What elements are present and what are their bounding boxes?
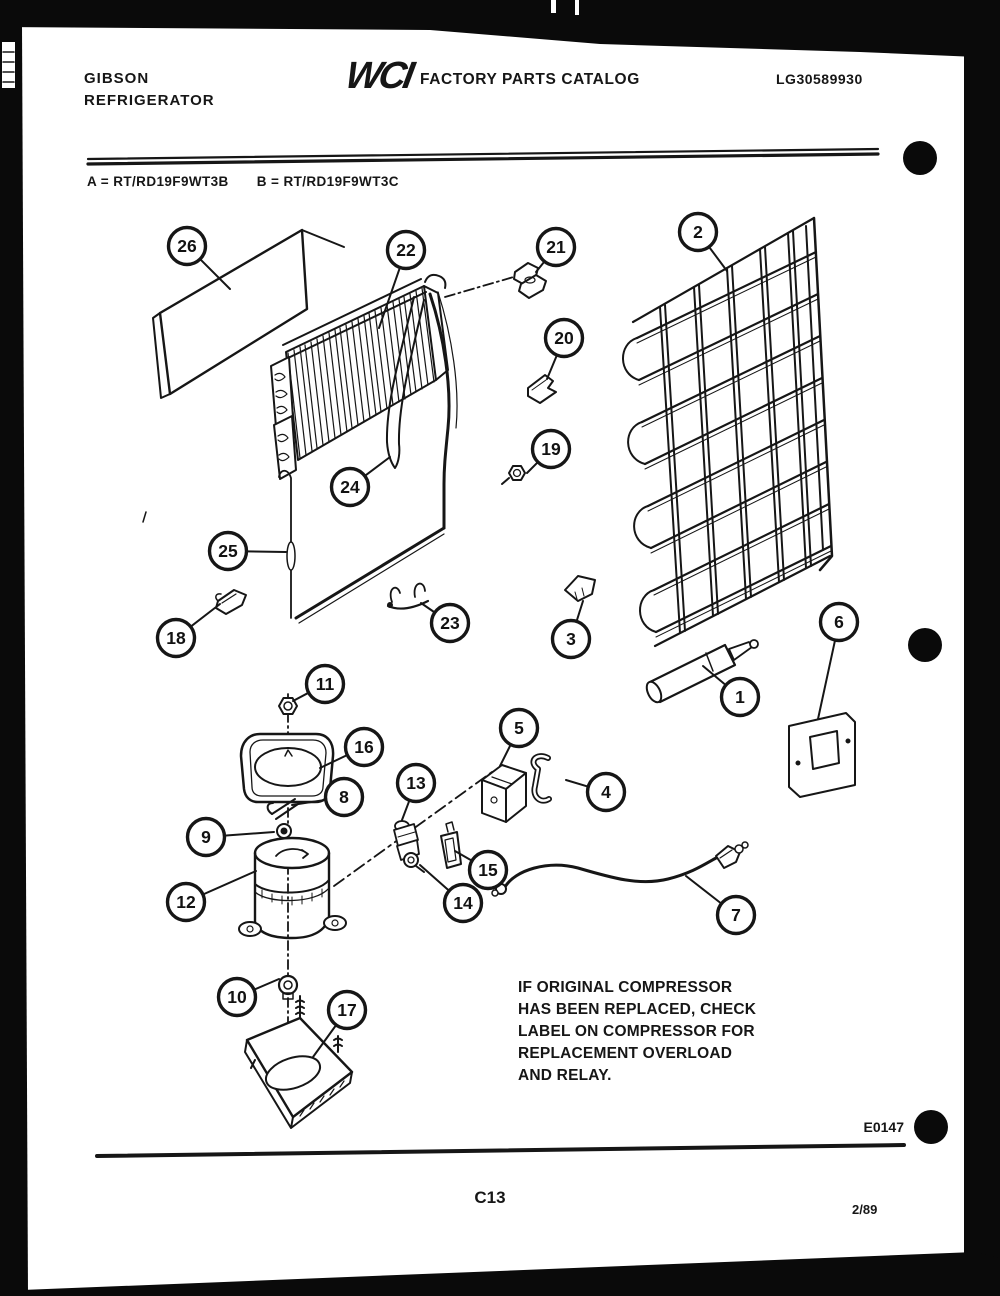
- svg-text:26: 26: [177, 236, 197, 256]
- model-b: B = RT/RD19F9WT3C: [256, 174, 399, 189]
- callout-4: [588, 774, 625, 811]
- bail-clip: [533, 756, 549, 800]
- clip-3: [565, 576, 595, 601]
- svg-text:23: 23: [440, 613, 460, 633]
- note-line: HAS BEEN REPLACED, CHECK: [518, 1001, 757, 1018]
- wci-logo: WCI: [342, 55, 415, 97]
- callout-26: [169, 228, 206, 265]
- callout-leader-19: [527, 462, 538, 473]
- registration-dots: [903, 141, 948, 1144]
- svg-text:25: 25: [218, 541, 238, 561]
- callout-10: [219, 979, 256, 1016]
- clamp-21: [514, 263, 546, 298]
- svg-text:18: 18: [166, 628, 186, 648]
- callout-15: [470, 852, 507, 889]
- callout-20: [546, 320, 583, 357]
- clip-20: [528, 375, 556, 403]
- callout-1: [722, 679, 759, 716]
- note-line: LABEL ON COMPRESSOR FOR: [518, 1023, 755, 1040]
- callout-9: [188, 819, 225, 856]
- callout-21: [538, 229, 575, 266]
- catalog-number: LG30589930: [776, 71, 863, 87]
- model-a: A = RT/RD19F9WT3B: [87, 174, 229, 189]
- svg-text:15: 15: [478, 860, 498, 880]
- svg-text:12: 12: [176, 892, 196, 912]
- callout-11: [307, 666, 344, 703]
- svg-text:10: 10: [227, 987, 247, 1007]
- compressor: [239, 838, 346, 938]
- scan-border-right: [964, 6, 1000, 1270]
- wire-harness: [492, 842, 748, 896]
- svg-text:20: 20: [554, 328, 574, 348]
- svg-text:17: 17: [337, 1000, 357, 1020]
- grommet-14: [404, 853, 424, 872]
- svg-text:24: 24: [340, 477, 360, 497]
- header-divider: [88, 149, 878, 164]
- svg-text:19: 19: [541, 439, 561, 459]
- callout-leader-3: [577, 601, 583, 621]
- note-line: AND RELAY.: [518, 1067, 612, 1084]
- callout-12: [168, 884, 205, 921]
- brand-name: GIBSON: [84, 70, 150, 87]
- callout-leader-14: [420, 865, 449, 891]
- callout-leader-23: [421, 603, 435, 612]
- svg-text:9: 9: [201, 827, 211, 847]
- callout-18: [158, 620, 195, 657]
- grommet-10: [279, 976, 297, 999]
- svg-text:1: 1: [735, 687, 745, 707]
- compressor-note: [518, 977, 756, 1087]
- callout-leader-13: [402, 800, 409, 820]
- callout-leader-20: [547, 355, 557, 379]
- callout-17: [329, 992, 366, 1029]
- relay-box: [482, 765, 526, 822]
- svg-text:8: 8: [339, 787, 349, 807]
- scan-border-bottom: [22, 1252, 1000, 1296]
- callout-leader-5: [500, 745, 511, 766]
- model-numbers: [87, 174, 427, 189]
- capillary-tube: [279, 471, 295, 618]
- nut-19: [502, 466, 525, 484]
- scan-border-left: [0, 24, 28, 1296]
- callout-2: [680, 214, 717, 251]
- clip-18: [216, 590, 246, 614]
- callout-22: [388, 232, 425, 269]
- registration-dot: [908, 628, 942, 662]
- callout-13: [398, 765, 435, 802]
- svg-text:2: 2: [693, 222, 703, 242]
- callout-leader-7: [686, 876, 721, 904]
- note-line: IF ORIGINAL COMPRESSOR: [518, 979, 733, 996]
- catalog-title: FACTORY PARTS CATALOG: [420, 71, 640, 88]
- callout-3: [553, 621, 590, 658]
- callout-leader-6: [818, 640, 835, 719]
- svg-text:4: 4: [601, 782, 611, 802]
- callout-7: [718, 897, 755, 934]
- revision-date: 2/89: [852, 1202, 878, 1217]
- figure-code: E0147: [863, 1119, 904, 1135]
- brand-product: REFRIGERATOR: [84, 92, 215, 109]
- registration-dot: [914, 1110, 948, 1144]
- svg-text:6: 6: [834, 612, 844, 632]
- callout-14: [445, 885, 482, 922]
- clip-15: [441, 822, 461, 868]
- svg-text:11: 11: [315, 674, 335, 694]
- grommet-9: [277, 824, 291, 838]
- callout-leader-10: [254, 979, 279, 990]
- callout-leader-12: [203, 871, 256, 895]
- svg-text:5: 5: [514, 718, 524, 738]
- callout-leader-25: [246, 551, 286, 552]
- callout-leader-9: [224, 832, 274, 836]
- note-line: REPLACEMENT OVERLOAD: [518, 1045, 733, 1062]
- callout-23: [432, 605, 469, 642]
- callout-leader-4: [566, 780, 588, 787]
- scan-border-top: [0, 0, 1000, 58]
- callout-leader-2: [709, 247, 727, 271]
- callout-leader-24: [365, 457, 390, 476]
- svg-text:3: 3: [566, 629, 576, 649]
- footer-rule: [97, 1145, 904, 1156]
- mounting-bracket: [789, 713, 855, 797]
- condenser-coil: [623, 218, 832, 646]
- callout-6: [821, 604, 858, 641]
- callout-leader-18: [191, 604, 220, 627]
- callout-24: [332, 469, 369, 506]
- svg-text:13: 13: [406, 773, 426, 793]
- callout-19: [533, 431, 570, 468]
- svg-text:14: 14: [453, 893, 473, 913]
- svg-text:21: 21: [546, 237, 566, 257]
- callout-8: [326, 779, 363, 816]
- page-number: C13: [474, 1188, 506, 1207]
- registration-dot: [903, 141, 937, 175]
- svg-text:22: 22: [396, 240, 416, 260]
- callout-leader-11: [293, 693, 309, 701]
- svg-text:16: 16: [354, 737, 374, 757]
- callout-5: [501, 710, 538, 747]
- callout-25: [210, 533, 247, 570]
- callout-16: [346, 729, 383, 766]
- svg-text:7: 7: [731, 905, 741, 925]
